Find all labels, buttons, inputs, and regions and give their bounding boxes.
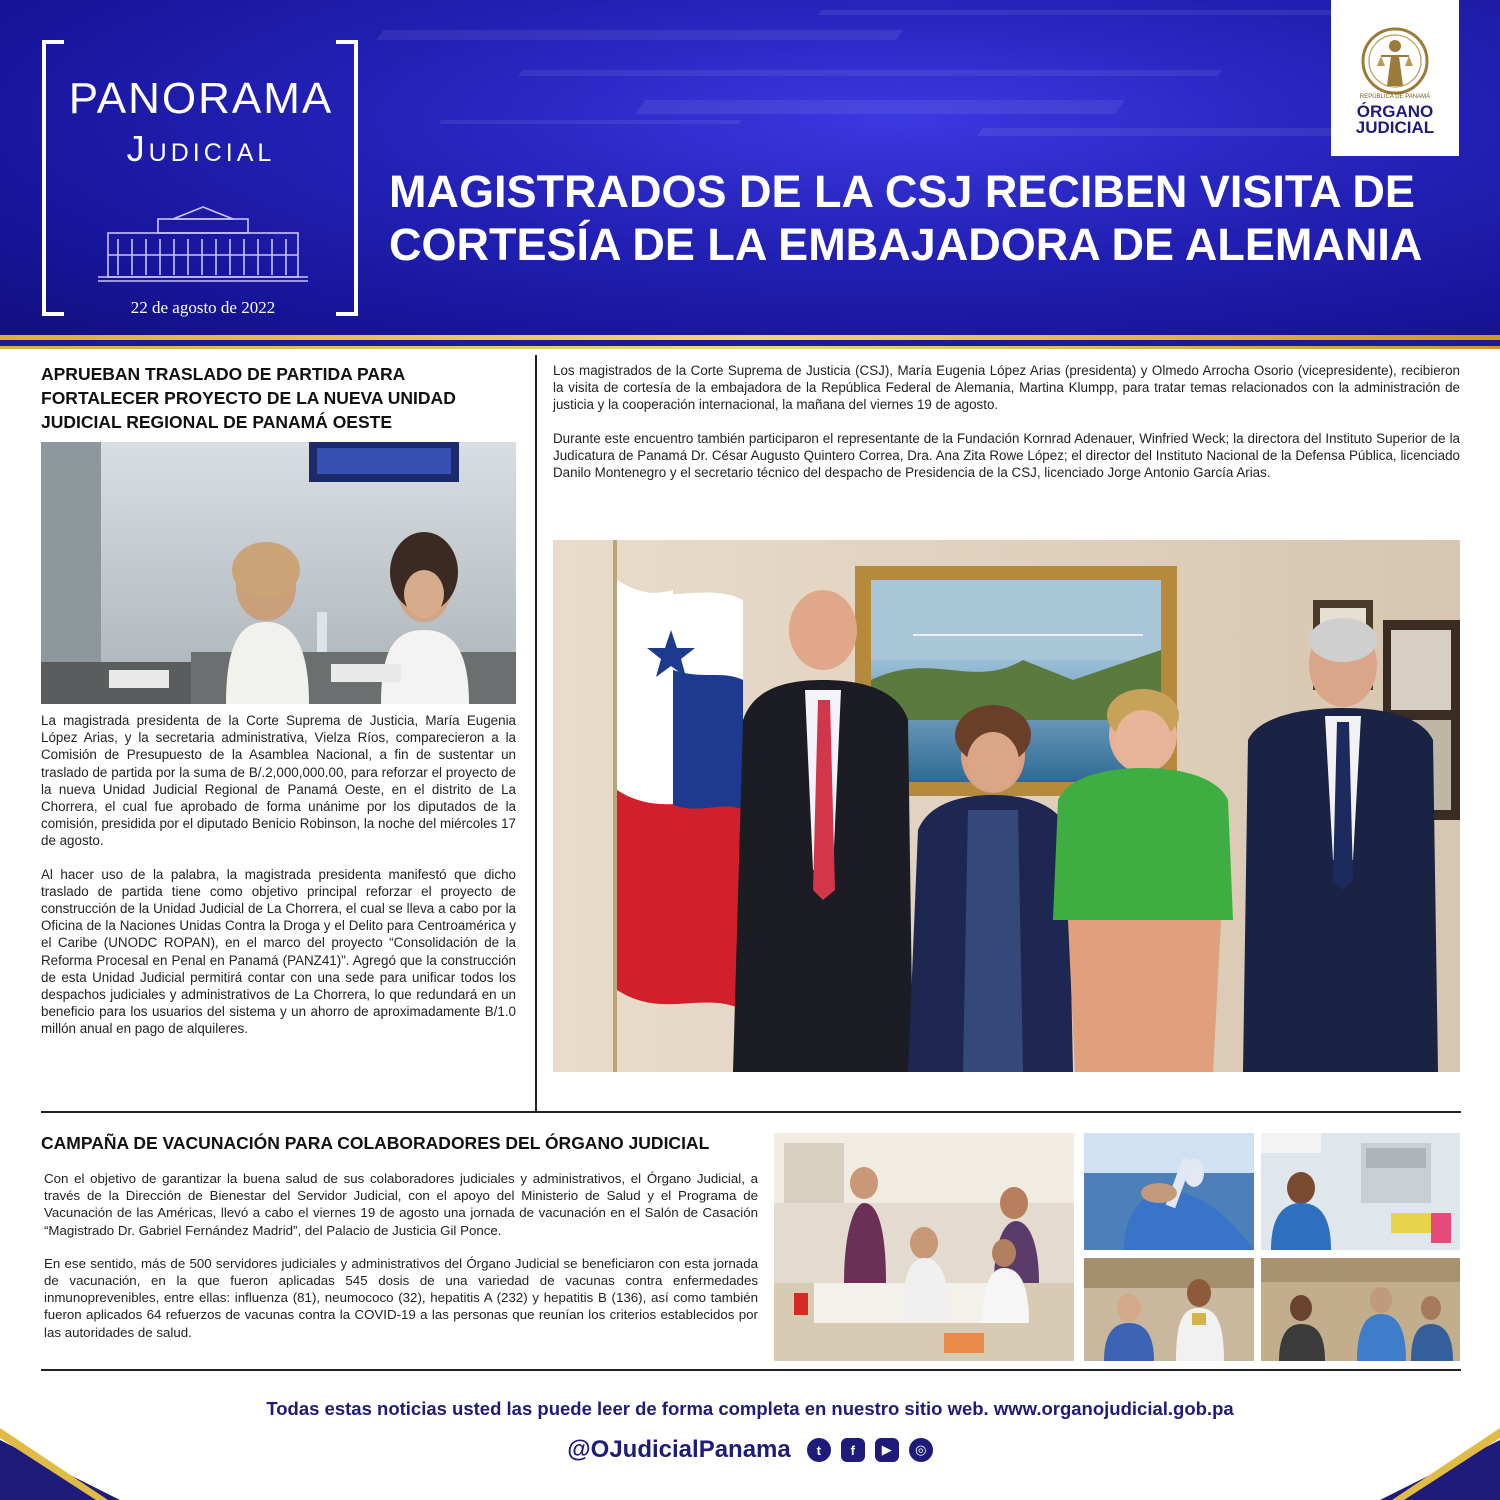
left-article-body: [41, 712, 516, 1038]
vaccination-title: CAMPAÑA DE VACUNACIÓN PARA COLABORADORES DEL ÓRGANO JUDICIAL: [41, 1133, 710, 1153]
logo-line2: JUDICIAL: [1355, 118, 1435, 137]
column-divider: [535, 355, 537, 1112]
vaccination-queue-photo: [1261, 1258, 1460, 1361]
main-paragraph: Durante este encuentro también participaron el representante de la Fundación Kornrad Adenauer, Winfried Weck; la directora del Instituto Superior de la Judicatura de Panamá Dr. César Augusto Quintero Correa, Dra. Ana Zita Rowe López; el director del Instituto Nacional de la Defensa Pública, licenciado Danilo Montenegro y el secretario técnico del despacho de Presidencia de la CSJ, licenciado Jorge Antonio García Arias.: [553, 430, 1460, 481]
social-bar: [0, 1430, 1500, 1470]
main-article-body: [553, 362, 1460, 481]
vaccine-syringe-photo: [1084, 1133, 1254, 1250]
instagram-icon[interactable]: ◎: [909, 1438, 933, 1462]
vaccination-room-photo: [774, 1133, 1074, 1361]
section-divider: [41, 1369, 1461, 1371]
issue-date: 22 de agosto de 2022: [130, 298, 276, 317]
header-bottom-strip: [0, 340, 1500, 346]
social-handle[interactable]: @OJudicialPanama: [567, 1436, 791, 1463]
left-paragraph: Al hacer uso de la palabra, la magistrada presidenta manifestó que dicho traslado de partida tiene como objetivo principal reforzar el proyecto de construcción de la Unidad Judicial de La Chorrera, el cual se lleva a cabo por la Oficina de la Naciones Unidas Contra la Droga y el Delito para Centroamérica y el Caribe (UNODC ROPAN), en el marco del proyecto “Consolidación de la Reforma Procesal en Penal en Panamá (PANZ41)”. Agregó que la construcción de esta Unidad Judicial permitirá contar con una sede para unificar todos los despachos judiciales y administrativos de La Chorrera, lo que redundará en un beneficio para los usuarios del sistema y un ahorro de aproximadamente B/1.0 millón anual en pago de alquileres.: [41, 866, 516, 1037]
twitter-icon[interactable]: t: [807, 1438, 831, 1462]
section-divider: [41, 1111, 1461, 1113]
organo-judicial-logo: [1331, 0, 1459, 156]
logo-line1: ÓRGANO: [1356, 102, 1434, 121]
left-paragraph: La magistrada presidenta de la Corte Suprema de Justicia, María Eugenia López Arias, y la secretaria administrativa, Vielza Ríos, comparecieron a la Comisión de Presupuesto de la Asamblea Nacional, a fin de sustentar un traslado de partida por la suma de B/.2,000,000.00, para reforzar el proyecto de la nueva Unidad Judicial Regional de Panamá Oeste, en el distrito de La Chorrera, el cual fue aprobado de forma unánime por los diputados de la comisión, presidida por el diputado Benicio Robinson, la noche del miércoles 17 de agosto.: [41, 713, 516, 849]
logo-subtitle: REPÚBLICA DE PANAMÁ: [1359, 94, 1431, 100]
main-headline: MAGISTRADOS DE LA CSJ RECIBEN VISITA DE CORTESÍA DE LA EMBAJADORA DE ALEMANIA: [389, 166, 1423, 270]
brand-title: PANORAMA: [68, 74, 334, 123]
footer-website-note: Todas estas noticias usted las puede leer de forma completa en nuestro sitio web. www.organojudicial.gob.pa: [266, 1398, 1234, 1419]
vaccination-paragraph: En ese sentido, más de 500 servidores judiciales y administrativos del Órgano Judicial se beneficiaron con esta jornada de vacunación, en la que fueron aplicadas 545 dosis de una variedad de vacunas contra enfermedades inmunoprevenibles, entre ellas: influenza (81), neumococo (32), hepatitis A (232) y hepatitis B (136), así como también fueron aplicados 64 refuerzos de vacunas contra la COVID-19 a las personas que reunían los criterios establecidos por las autoridades de salud.: [44, 1255, 758, 1340]
main-paragraph: Los magistrados de la Corte Suprema de Justicia (CSJ), María Eugenia López Arias (presidenta) y Olmedo Arrocha Osorio (vicepresidente), recibieron la visita de cortesía de la embajadora de la República Federal de Alemania, Martina Klumpp, para tratar temas relacionados con la administración de justicia y la cooperación internacional, la mañana del viernes 19 de agosto.: [553, 363, 1460, 413]
courthouse-illustration: [98, 205, 308, 285]
budget-commission-photo: [41, 442, 516, 704]
vaccination-paragraph: Con el objetivo de garantizar la buena salud de sus colaboradores judiciales y administrativos, el Órgano Judicial, a través de la Dirección de Bienestar del Servidor Judicial, con el apoyo del Ministerio de Salud y el Programa de Vacunación de las Américas, llevó a cabo el viernes 19 de agosto una jornada de vacunación en el Salón de Casación “Magistrado Dr. Gabriel Fernández Madrid”, del Palacio de Justicia Gil Ponce.: [44, 1171, 758, 1238]
left-article-title: APRUEBAN TRASLADO DE PARTIDA PARA FORTALECER PROYECTO DE LA NUEVA UNIDAD JUDICIAL REGIONAL DE PANAMÁ OESTE: [41, 364, 456, 432]
brand-subtitle: Judicial: [126, 128, 276, 169]
ambassador-visit-photo: [553, 540, 1460, 1072]
nurse-photo: [1084, 1258, 1254, 1361]
vaccine-storage-photo: [1261, 1133, 1460, 1250]
justice-seal-icon: [1353, 26, 1437, 96]
facebook-icon[interactable]: f: [841, 1438, 865, 1462]
youtube-icon[interactable]: ▶: [875, 1438, 899, 1462]
header-banner: [0, 0, 1500, 340]
vaccination-body: [44, 1170, 758, 1341]
